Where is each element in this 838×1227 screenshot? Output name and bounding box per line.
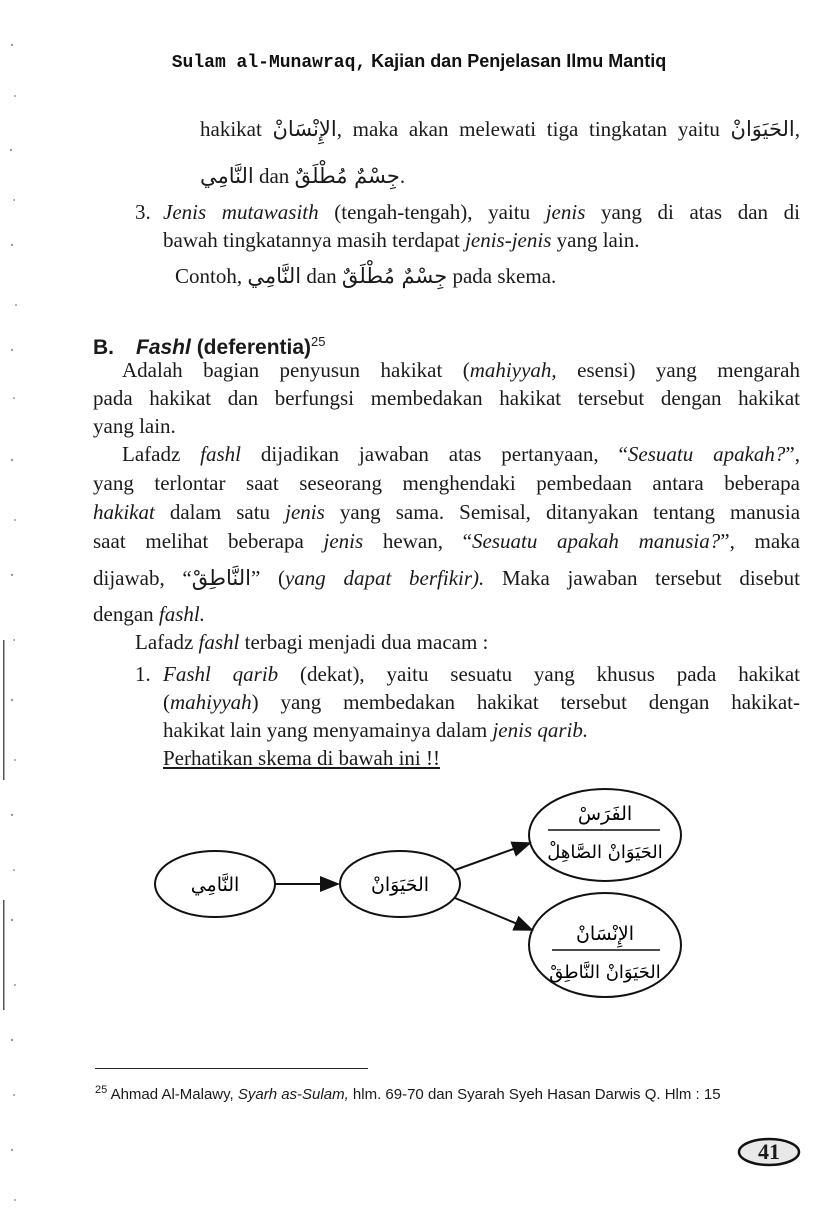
para-2-line-3: hakikat dalam satu jenis yang sama. Semisal, ditanyakan tentang manusia bbox=[93, 500, 801, 524]
arrow-mid-to-top bbox=[455, 843, 530, 870]
arabic-term: النَّامِي bbox=[247, 264, 302, 288]
arabic-term: النَّامِي bbox=[200, 164, 254, 188]
list-cont-line-1: hakikat الإِنْسَانْ, maka akan melewati tiga tingkatan yaitu الحَيَوَانْ, bbox=[200, 117, 800, 141]
footnote: $^{25}$ Ahmad Al-Malawy, Syarh as-Sulam, hlm. 69-70 dan Syarah Syeh Hasan Darwis Q. Hlm : 15 bbox=[95, 1084, 721, 1103]
footnote-number: 25 bbox=[95, 1084, 108, 1096]
footnote-rule bbox=[95, 1068, 368, 1069]
para-1-line-3: yang lain. bbox=[93, 414, 176, 438]
item-1-line-4: Perhatikan skema di bawah ini !! bbox=[163, 746, 440, 770]
para-2-line-5: dijawab, “النَّاطِقْ” (yang dapat berfikir). Maka jawaban tersebut disebut bbox=[93, 566, 800, 590]
item-1-line-3: hakikat lain yang menyamainya dalam jenis qarib. bbox=[163, 718, 589, 742]
arrow-mid-to-bottom bbox=[455, 898, 532, 930]
para-2-line-1: Lafadz fashl dijadikan jawaban atas pertanyaan, “Sesuatu apakah?”, bbox=[122, 442, 800, 466]
node-left-label: النَّامِي bbox=[190, 874, 240, 896]
arabic-term: النَّاطِقْ bbox=[191, 566, 251, 590]
node-bottom-label-2: الحَيَوَانْ النَّاطِقْ bbox=[549, 962, 661, 983]
list-cont-line-2: النَّامِي dan جِسْمٌ مُطْلَقٌ. bbox=[200, 164, 406, 188]
item-1-line-2: (mahiyyah) yang membedakan hakikat tersebut dengan hakikat- bbox=[163, 690, 800, 714]
footnote-ref: 25 bbox=[311, 334, 326, 349]
arabic-term: جِسْمٌ مُطْلَقٌ bbox=[341, 264, 448, 288]
node-top-label-1: الفَرَسْ bbox=[577, 803, 633, 825]
item-1-number: 1. bbox=[135, 662, 151, 686]
fashl-diagram bbox=[0, 780, 838, 1010]
item-3-line-2: bawah tingkatannya masih terdapat jenis-jenis yang lain. bbox=[163, 228, 640, 252]
node-mid-label: الحَيَوَانْ bbox=[370, 874, 430, 896]
item-3-line-1: Jenis mutawasith (tengah-tengah), yaitu jenis yang di atas dan di bbox=[163, 200, 801, 224]
scan-edge-marks bbox=[0, 0, 30, 1227]
running-head-subtitle: Kajian dan Penjelasan Ilmu Mantiq bbox=[371, 51, 667, 71]
running-head bbox=[0, 50, 838, 73]
para-1-line-1: Adalah bagian penyusun hakikat (mahiyyah, esensi) yang mengarah bbox=[122, 358, 800, 382]
page-number: 41 bbox=[758, 1139, 780, 1164]
running-head-title: Sulam al-Munawraq, bbox=[171, 53, 367, 73]
para-2-line-6: dengan fashl. bbox=[93, 602, 205, 626]
para-2-line-4: saat melihat beberapa jenis hewan, “Sesuatu apakah manusia?”, maka bbox=[93, 529, 801, 553]
item-3-number: 3. bbox=[135, 200, 151, 224]
section-heading: B. Fashl (deferentia)$^{25}$ bbox=[93, 334, 326, 359]
para-1-line-2: pada hakikat dan berfungsi membedakan hakikat tersebut dengan hakikat bbox=[93, 386, 800, 410]
arabic-term: جِسْمٌ مُطْلَقٌ bbox=[294, 164, 400, 188]
node-top-label-2: الحَيَوَانْ الصَّاهِلْ bbox=[547, 842, 663, 863]
para-3: Lafadz fashl terbagi menjadi dua macam : bbox=[135, 630, 489, 654]
arabic-term: الحَيَوَانْ bbox=[730, 117, 795, 141]
para-2-line-2: yang terlontar saat seseorang menghendaki pembedaan antara beberapa bbox=[93, 471, 800, 495]
item-3-example: Contoh, النَّامِي dan جِسْمٌ مُطْلَقٌ pada skema. bbox=[175, 264, 557, 288]
arabic-term: الإِنْسَانْ bbox=[272, 117, 337, 141]
node-bottom-label-1: الإِنْسَانْ bbox=[575, 923, 635, 945]
item-1-line-1: Fashl qarib (dekat), yaitu sesuatu yang khusus pada hakikat bbox=[163, 662, 800, 686]
page-number-badge bbox=[737, 1137, 801, 1167]
